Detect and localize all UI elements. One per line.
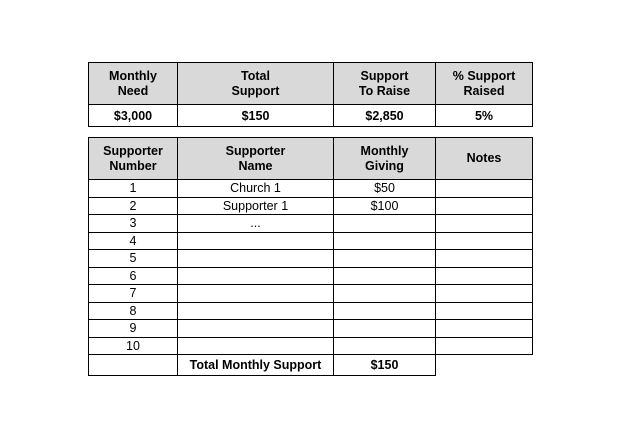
detail-header-notes-line1: Notes [466,151,502,165]
table-row [89,250,533,268]
row-giving: $50 [334,180,436,198]
row-number: 7 [89,285,178,303]
row-giving [334,267,436,285]
summary-value-percent-raised: 5% [436,105,533,127]
row-number: 4 [89,232,178,250]
row-notes [436,302,533,320]
row-number: 10 [89,337,178,355]
detail-header-supporter-number-line2: Number [109,158,157,173]
row-giving [334,302,436,320]
row-name [178,232,334,250]
summary-header-total-support-line1: Total [241,68,270,83]
row-name: Supporter 1 [178,197,334,215]
detail-header-supporter-name [178,138,334,180]
summary-value-row [89,105,533,127]
row-giving [334,250,436,268]
table-row [89,180,533,198]
table-row [89,337,533,355]
row-notes [436,232,533,250]
detail-header-supporter-name-line2: Name [238,158,273,173]
summary-header-monthly-need [89,63,178,105]
row-number: 3 [89,215,178,233]
footer-total-value: $150 [334,355,436,376]
summary-value-support-to-raise: $2,850 [334,105,436,127]
row-notes [436,267,533,285]
footer-total-label: Total Monthly Support [178,355,334,376]
row-notes [436,180,533,198]
summary-header-percent-raised [436,63,533,105]
supporter-detail-table [88,137,533,376]
row-number: 9 [89,320,178,338]
table-row [89,197,533,215]
footer-notes-cell [436,355,533,376]
detail-header-supporter-name-line1: Supporter [225,143,286,158]
row-giving [334,232,436,250]
detail-header-monthly-giving-line2: Giving [365,158,404,173]
row-giving [334,337,436,355]
summary-header-monthly-need-line1: Monthly [109,68,157,83]
detail-footer-row [89,355,533,376]
table-row [89,267,533,285]
table-row [89,215,533,233]
table-row [89,302,533,320]
table-row [89,232,533,250]
row-name [178,250,334,268]
summary-header-total-support-line2: Support [231,83,280,98]
detail-header-notes [436,138,533,180]
row-number: 6 [89,267,178,285]
row-name [178,285,334,303]
detail-header-monthly-giving [334,138,436,180]
row-name: ... [178,215,334,233]
table-row [89,320,533,338]
row-notes [436,285,533,303]
summary-header-percent-raised-line1: % Support [452,68,516,83]
detail-body [89,180,533,355]
detail-header-row [89,138,533,180]
detail-header-monthly-giving-line1: Monthly [360,143,409,158]
row-name: Church 1 [178,180,334,198]
summary-header-support-to-raise-line2: To Raise [358,83,411,98]
row-number: 2 [89,197,178,215]
summary-header-support-to-raise-line1: Support [360,68,409,83]
row-notes [436,337,533,355]
summary-header-row [89,63,533,105]
row-giving [334,320,436,338]
summary-header-total-support [178,63,334,105]
row-notes [436,197,533,215]
row-number: 1 [89,180,178,198]
row-name [178,337,334,355]
row-notes [436,320,533,338]
row-name [178,267,334,285]
summary-value-total-support: $150 [178,105,334,127]
row-giving [334,285,436,303]
row-giving: $100 [334,197,436,215]
summary-value-monthly-need: $3,000 [89,105,178,127]
row-name [178,320,334,338]
footer-blank-cell [89,355,178,376]
detail-header-supporter-number-line1: Supporter [103,143,163,158]
summary-header-support-to-raise [334,63,436,105]
summary-header-monthly-need-line2: Need [117,83,149,98]
table-row [89,285,533,303]
detail-header-supporter-number [89,138,178,180]
row-notes [436,215,533,233]
row-giving [334,215,436,233]
row-notes [436,250,533,268]
row-number: 8 [89,302,178,320]
support-summary-table [88,62,533,127]
row-number: 5 [89,250,178,268]
row-name [178,302,334,320]
summary-header-percent-raised-line2: Raised [463,83,505,98]
